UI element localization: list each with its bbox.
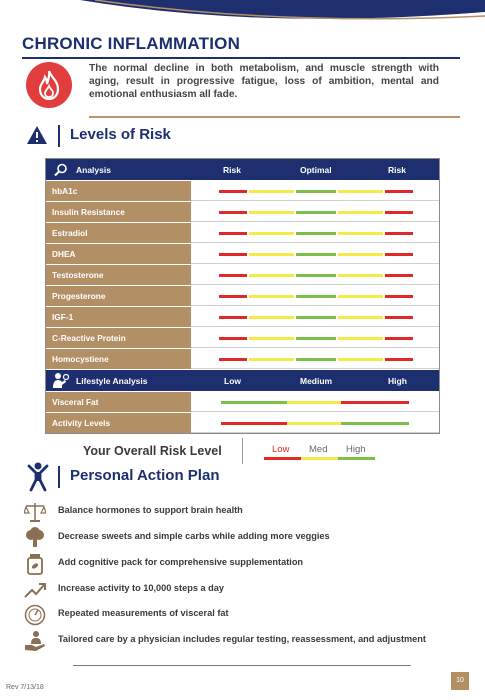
biomarker-label: C-Reactive Protein [46,328,191,348]
biomarker-label: hbA1c [46,181,191,201]
biomarker-row [46,348,439,369]
plan-item-text: Tailored care by a physician includes regular testing, reassessment, and adjustment [58,634,426,644]
risk-scale [191,244,439,264]
levels-of-risk-heading: Levels of Risk [70,126,171,143]
supplement-jar-icon [24,553,46,575]
lifestyle-icon [52,372,70,389]
plan-item [24,527,464,549]
broccoli-icon [24,527,46,549]
legend-low-bar [264,457,301,460]
lifestyle-row [46,391,439,412]
biomarker-label: DHEA [46,244,191,264]
biomarker-label: IGF-1 [46,307,191,327]
medium-col: Medium [300,376,333,386]
analysis-label: Analysis [76,165,111,175]
plan-item [24,579,464,601]
biomarker-label: Insulin Resistance [46,202,191,222]
gauge-icon [24,604,46,626]
plan-item-text: Decrease sweets and simple carbs while adding more veggies [58,531,330,541]
plan-item [24,501,464,523]
biomarker-row [46,243,439,264]
plan-item-text: Increase activity to 10,000 steps a day [58,583,224,593]
biomarker-row [46,327,439,348]
lifestyle-scale [191,392,439,412]
risk-col-low: Risk [223,165,241,175]
legend-low-label: Low [272,444,290,455]
biomarker-label: Progesterone [46,286,191,306]
biomarker-label: Estradiol [46,223,191,243]
plan-item [24,553,464,575]
biomarker-row [46,264,439,285]
legend-high-label: High [346,444,366,455]
footer-rule [73,665,411,666]
scale-icon [24,501,46,523]
plan-item-text: Add cognitive pack for comprehensive supplementation [58,557,304,567]
plan-item [24,630,464,652]
flame-icon [26,62,72,108]
header-swoosh [0,0,485,30]
risk-scale [191,202,439,222]
magnifier-icon [54,163,68,177]
intro-paragraph: The normal decline in both metabolism, and muscle strength with aging, result in progressive fatigue, loss of ambition, mental and emotional enthusiasm all fade. [89,63,439,100]
lifestyle-row-label: Visceral Fat [46,392,191,412]
risk-scale [191,307,439,327]
legend-med-bar [301,457,338,460]
plan-item [24,604,464,626]
person-icon [27,462,49,492]
page-title: CHRONIC INFLAMMATION [22,34,241,53]
legend-high-bar [338,457,375,460]
lifestyle-row [46,412,439,433]
section-divider [58,125,60,147]
risk-legend [264,444,376,464]
risk-scale [191,286,439,306]
lifestyle-scale [191,413,439,433]
biomarker-row [46,180,439,201]
legend-med-label: Med [309,444,328,455]
high-col: High [388,376,407,386]
revision-date: Rev 7/13/18 [6,684,44,691]
trend-up-icon [24,579,46,601]
overall-risk-label: Your Overall Risk Level [83,444,222,458]
risk-col-high: Risk [388,165,406,175]
biomarker-label: Homocystiene [46,349,191,369]
overall-divider [242,438,243,464]
title-rule [22,57,460,59]
risk-scale [191,223,439,243]
plan-item-text: Repeated measurements of visceral fat [58,608,229,618]
low-col: Low [224,376,241,386]
risk-table [45,158,440,434]
section-divider [58,466,60,488]
risk-scale [191,328,439,348]
optimal-col: Optimal [300,165,332,175]
analysis-header [46,159,439,180]
lifestyle-label: Lifestyle Analysis [76,376,148,386]
risk-scale [191,349,439,369]
lifestyle-header [46,370,439,391]
biomarker-label: Testosterone [46,265,191,285]
page-number: 10 [451,672,469,690]
risk-scale [191,181,439,201]
plan-item-text: Balance hormones to support brain health [58,505,243,515]
action-plan-heading: Personal Action Plan [70,467,220,484]
warning-icon [26,125,48,145]
physician-care-icon [24,630,46,652]
intro-rule [89,116,460,118]
biomarker-row [46,222,439,243]
biomarker-row [46,201,439,222]
risk-scale [191,265,439,285]
lifestyle-row-label: Activity Levels [46,413,191,433]
biomarker-row [46,306,439,327]
biomarker-row [46,285,439,306]
